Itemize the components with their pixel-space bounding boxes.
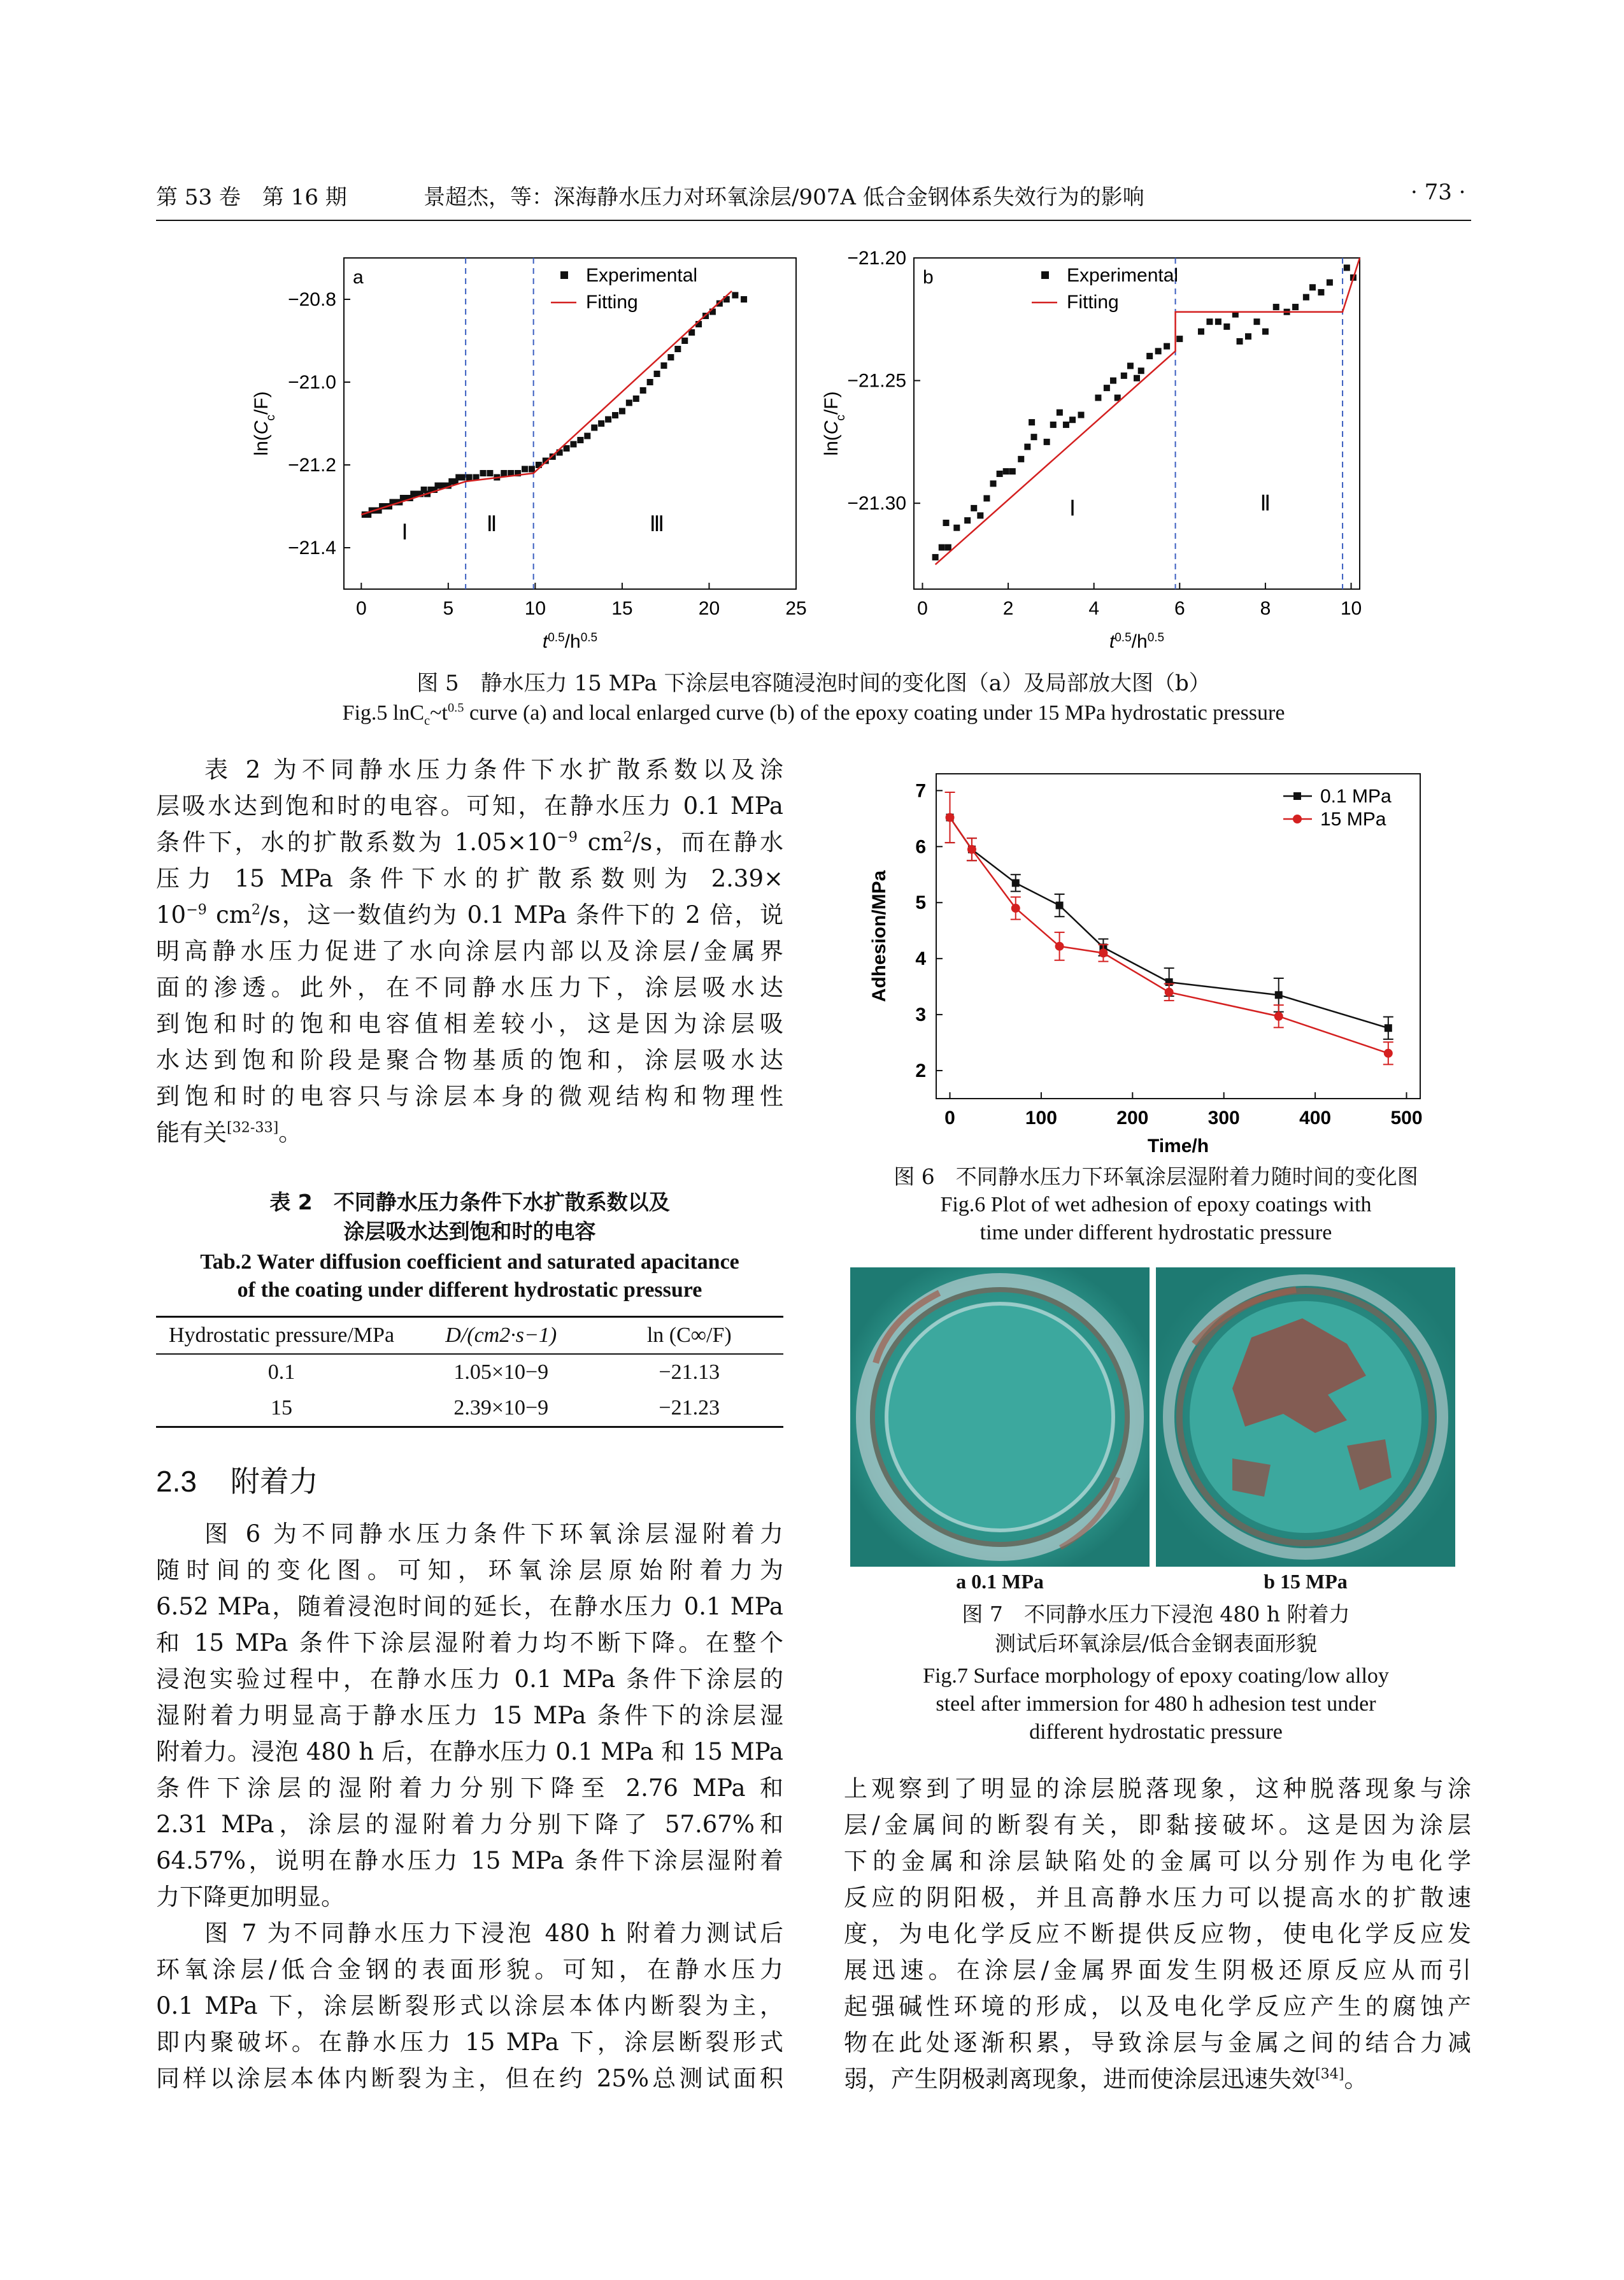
data-point <box>667 354 674 360</box>
section-number: 2.3 <box>156 1465 197 1498</box>
data-point <box>1078 412 1085 418</box>
data-point <box>1309 284 1316 290</box>
data-point <box>1095 395 1101 401</box>
header-rule <box>156 220 1471 221</box>
y-tick-label: 4 <box>915 948 926 970</box>
data-point <box>647 379 653 385</box>
coating-sample-photo-a <box>850 1267 1150 1567</box>
legend-label-15-mpa: 15 MPa <box>1320 809 1386 830</box>
data-point <box>1292 304 1299 310</box>
data-point <box>1003 468 1009 474</box>
data-point <box>459 474 466 481</box>
x-tick-label: 4 <box>1088 598 1100 619</box>
data-point <box>1198 329 1204 335</box>
data-point <box>939 545 945 551</box>
figure6-caption-en: Fig.6 Plot of wet adhesion of epoxy coatings with time under different hydrostatic pressure <box>940 1193 1372 1244</box>
axis-label: $t^{0.5}/h^{0.5}$ <box>1109 631 1165 652</box>
table2-header-pressure: Hydrostatic pressure/MPa <box>168 1323 395 1347</box>
x-tick-label: 5 <box>443 598 454 619</box>
x-tick-label: 0 <box>917 598 928 619</box>
fig5b-chart <box>809 245 1382 666</box>
data-point <box>1146 353 1153 359</box>
data-point <box>1121 373 1127 379</box>
data-point <box>964 517 971 524</box>
data-point <box>674 346 681 352</box>
figure6-caption-cn: 图 6 不同静水压力下环氧涂层湿附着力随时间的变化图 <box>894 1164 1418 1189</box>
x-tick-label: 100 <box>1025 1108 1057 1129</box>
legend-label-fitting: Fitting <box>1067 292 1119 313</box>
data-point <box>932 554 939 560</box>
region-label: Ⅱ <box>486 512 497 536</box>
data-point <box>640 387 646 394</box>
data-point <box>1245 333 1251 339</box>
y-tick-label: −21.25 <box>847 370 906 392</box>
data-point <box>1024 444 1030 450</box>
data-point <box>564 445 570 452</box>
data-point <box>1012 879 1020 887</box>
x-tick-label: 10 <box>1340 598 1362 619</box>
data-point <box>1253 318 1260 325</box>
data-point <box>626 400 632 406</box>
data-point <box>971 505 977 511</box>
x-tick-label: 0 <box>944 1108 955 1129</box>
paragraph-morphology: 图 7 为不同静水压力下浸泡 480 h 附着力测试后 环氧涂层/低合金钢的表面形貌。可知，在静水压力 0.1 MPa 下，涂层断裂形式以涂层本体内断裂为主， 即内聚破坏。在静水压力 15 MPa 下，涂层断裂形式 同样以涂层本体内断裂为主，但在约 25%总测试面积 <box>156 1920 783 2092</box>
running-title: 景超杰，等：深海静水压力对环氧涂层/907A 低合金钢体系失效行为的影响 <box>424 185 1144 210</box>
section-heading <box>156 1458 318 1500</box>
data-point <box>654 371 660 377</box>
region-label: Ⅰ <box>1069 496 1076 521</box>
panel-label: a <box>353 267 364 288</box>
data-point <box>1385 1024 1392 1032</box>
data-point <box>1029 419 1035 425</box>
data-point <box>990 480 997 487</box>
data-point <box>605 417 611 423</box>
data-point <box>953 525 960 531</box>
y-tick-label: −21.0 <box>288 372 336 393</box>
data-point <box>612 412 618 418</box>
x-tick-label: 15 <box>611 598 633 619</box>
y-tick-label: 3 <box>915 1004 926 1026</box>
data-point <box>522 466 528 473</box>
data-point <box>619 408 625 415</box>
data-point <box>1327 280 1333 286</box>
data-point <box>1223 324 1230 330</box>
data-point <box>1384 1049 1393 1058</box>
x-tick-label: 300 <box>1207 1108 1240 1129</box>
journal-volume-issue: 第 53 卷 第 16 期 <box>156 185 347 210</box>
panel-label: b <box>923 267 934 288</box>
figure7-caption-en: Fig.7 Surface morphology of epoxy coating/low alloy steel after immersion for 480 h adhesion test under different hydrostatic pressure <box>923 1664 1389 1744</box>
data-point <box>591 425 597 431</box>
y-tick-label: −21.20 <box>847 248 906 269</box>
table2-header-capacitance: ln (C∞/F) <box>646 1323 732 1347</box>
data-point <box>1344 264 1350 271</box>
paragraph-disbonding: 上观察到了明显的涂层脱落现象，这种脱落现象与涂 层/金属间的断裂有关，即黏接破坏。这是因为涂层 下的金属和涂层缺陷处的金属可以分别作为电化学 反应的阴阳极，并且高静水压力可以提高水的扩散速 度，为电化学反应不断提供反应物，使电化学反应发 展迅速。在涂层/金属界面发生阴极还原反应从而引 起强碱性环境的形成，以及电化学反应产生的腐蚀产 物在此处逐渐积累，导致涂层与金属之间的结合力减 弱，产生阴极剥离现象，进而使涂层迅速失效[34]。 <box>844 1775 1471 2093</box>
y-tick-label: −21.30 <box>847 493 906 515</box>
figure5-caption-en: Fig.5 $\ln C_c\sim t^{0.5}$ curve (a) and local enlarged curve (b) of the epoxy coating under 15 MPa hydrostatic pressure <box>342 701 1285 728</box>
axis-label: $\ln(C_c/F)$ <box>251 391 278 456</box>
x-axis-label: Time/h <box>1147 1136 1209 1156</box>
data-point <box>633 395 639 402</box>
photo-15-mpa <box>1156 1267 1455 1567</box>
data-point <box>967 845 976 854</box>
y-tick-label: −21.2 <box>288 455 336 476</box>
data-point <box>570 441 576 448</box>
data-point <box>1262 329 1269 335</box>
plot-frame <box>344 258 796 589</box>
data-point <box>1303 294 1309 301</box>
data-point <box>1056 902 1064 909</box>
figure7-label-a: a 0.1 MPa <box>956 1570 1044 1593</box>
paragraph-adhesion: 图 6 为不同静水压力条件下环氧涂层湿附着力 随时间的变化图。可知，环氧涂层原始附着力为 6.52 MPa，随着浸泡时间的延长，在静水压力 0.1 MPa 和 15 MPa 条件下涂层湿附着力均不断下降。在整个 浸泡实验过程中，在静水压力 0.1 MPa 条件下涂层的 湿附着力明显高于静水压力 15 MPa 条件下的涂层湿 附着力。浸泡 480 h 后，在静水压力 0.1 MPa 和 15 MPa 条件下涂层的湿附着力分别下降至 2.76 MPa 和 2.31 MPa，涂层的湿附着力分别下降了 57.67%和 64.57%，说明在静水压力 15 MPa 条件下涂层湿附着 力下降更加明显。 <box>156 1520 783 1911</box>
x-tick-label: 500 <box>1390 1108 1423 1129</box>
x-tick-label: 20 <box>698 598 720 619</box>
table2 <box>156 1316 783 1428</box>
table-row: 0.1 1.05×10−9 −21.13 <box>267 1360 720 1384</box>
data-point <box>480 470 486 476</box>
data-point <box>577 437 583 443</box>
data-point <box>1273 304 1279 310</box>
paragraph-diffusion: 表 2 为不同静水压力条件下水扩散系数以及涂 层吸水达到饱和时的电容。可知，在静水压力 0.1 MPa 条件下，水的扩散系数为 $1.05\times 10^{-9}$ $cm^2/s$，而在静水 压力 15 MPa 条件下水的扩散系数则为 2.39× $10^{-9}$ $cm^2/s$，这一数值约为 0.1 MPa 条件下的 2 倍，说 明高静水压力促进了水向涂层内部以及涂层/金属界 面的渗透。此外，在不同静水压力下，涂层吸水达 到饱和时的饱和电容值相差较小，这是因为涂层吸 水达到饱和阶段是聚合物基质的饱和，涂层吸水达 到饱和时的电容只与涂层本身的微观结构和物理性 能有关[32-33]。 <box>156 756 783 1146</box>
data-point <box>1138 367 1144 374</box>
x-tick-label: 6 <box>1174 598 1185 619</box>
data-point <box>1318 289 1324 296</box>
table-row: 15 2.39×10−9 −21.23 <box>156 1390 783 1427</box>
figure7-caption-cn: 图 7 不同静水压力下浸泡 480 h 附着力 测试后环氧涂层/低合金钢表面形貌 <box>962 1602 1350 1656</box>
figure5-panel-b <box>809 245 1382 666</box>
data-point <box>1099 948 1108 957</box>
legend-label-experimental: Experimental <box>1067 265 1179 286</box>
y-tick-label: −20.8 <box>288 289 336 310</box>
data-point <box>1110 378 1116 384</box>
data-point <box>1164 343 1170 350</box>
page-number: · 73 · <box>1411 180 1466 205</box>
x-tick-label: 400 <box>1299 1108 1332 1129</box>
data-point <box>1176 336 1183 342</box>
x-tick-label: 200 <box>1116 1108 1149 1129</box>
data-point <box>1030 434 1037 440</box>
data-point <box>1275 991 1283 999</box>
legend-label-fitting: Fitting <box>586 292 638 313</box>
x-tick-label: 2 <box>1002 598 1014 619</box>
legend-label-0-1-mpa: 0.1 MPa <box>1320 786 1392 807</box>
table2-header-diffusion: D/(cm2·s−1) <box>445 1323 557 1347</box>
data-point <box>1063 422 1069 428</box>
data-point <box>943 520 949 526</box>
figure5-caption-cn: 图 5 静水压力 15 MPa 下涂层电容随浸泡时间的变化图（a）及局部放大图（b） <box>417 671 1211 696</box>
y-tick-label: 7 <box>915 780 926 802</box>
x-tick-label: 0 <box>355 598 367 619</box>
data-point <box>983 495 990 501</box>
data-point <box>1206 318 1213 325</box>
axis-label: $t^{0.5}/h^{0.5}$ <box>542 631 598 652</box>
region-label: Ⅰ <box>401 520 408 545</box>
data-point <box>1057 410 1063 416</box>
data-point <box>732 292 738 299</box>
region-label: Ⅱ <box>1260 491 1271 516</box>
section-title: 附着力 <box>230 1465 318 1498</box>
fitting-line <box>361 291 732 515</box>
data-point <box>1134 375 1140 381</box>
table2-title-en: Tab.2 Water diffusion coefficient and saturated apacitance of the coating under different hydrostatic pressure <box>200 1250 739 1302</box>
series-line <box>950 818 1388 1053</box>
data-point <box>681 338 688 344</box>
legend-marker-0-1-mpa <box>1293 792 1301 800</box>
y-tick-label: 5 <box>915 892 926 914</box>
data-point <box>529 466 535 473</box>
fig6-chart <box>841 761 1439 1156</box>
y-tick-label: 6 <box>915 836 926 858</box>
data-point <box>1044 439 1050 445</box>
axis-label: $\ln(C_c/F)$ <box>821 391 848 456</box>
y-tick-label: −21.4 <box>288 538 336 559</box>
y-tick-label: 2 <box>915 1060 926 1082</box>
data-point <box>487 470 493 476</box>
data-point <box>501 470 507 476</box>
legend-marker-experimental <box>560 271 568 279</box>
x-tick-label: 10 <box>524 598 546 619</box>
data-point <box>946 813 955 822</box>
data-point <box>1055 942 1064 951</box>
data-point <box>1069 417 1076 423</box>
y-axis-label: Adhesion/MPa <box>869 870 890 1002</box>
region-label: Ⅲ <box>649 512 665 536</box>
data-point <box>1104 385 1110 391</box>
legend-marker-15-mpa <box>1293 815 1302 823</box>
data-point <box>997 471 1003 477</box>
data-point <box>1127 362 1134 369</box>
data-point <box>1011 904 1020 913</box>
coating-sample-photo-b <box>1156 1267 1455 1567</box>
data-point <box>1018 456 1024 462</box>
data-point <box>466 474 473 481</box>
data-point <box>1165 988 1174 997</box>
data-point <box>1155 348 1162 354</box>
data-point <box>741 296 747 303</box>
fig5a-chart <box>242 245 828 666</box>
figure7-label-b: b 15 MPa <box>1264 1570 1348 1593</box>
data-point <box>977 512 983 518</box>
data-point <box>1215 318 1222 325</box>
data-point <box>1237 338 1243 345</box>
data-point <box>1050 422 1057 428</box>
data-point <box>1009 468 1016 474</box>
data-point <box>584 433 590 439</box>
photo-0-1-mpa <box>850 1267 1150 1567</box>
x-tick-label: 8 <box>1260 598 1271 619</box>
data-point <box>1274 1012 1283 1021</box>
table2-title-cn: 表 2 不同静水压力条件下水扩散系数以及 涂层吸水达到饱和时的电容 <box>269 1190 670 1244</box>
data-point <box>945 545 951 551</box>
x-tick-label: 25 <box>785 598 807 619</box>
legend-marker-experimental <box>1041 271 1049 279</box>
table2-header-row <box>156 1317 783 1355</box>
data-point <box>660 362 667 369</box>
figure5-panel-a <box>242 245 828 666</box>
legend-label-experimental: Experimental <box>586 265 698 286</box>
data-point <box>598 420 604 427</box>
figure6 <box>841 761 1439 1156</box>
